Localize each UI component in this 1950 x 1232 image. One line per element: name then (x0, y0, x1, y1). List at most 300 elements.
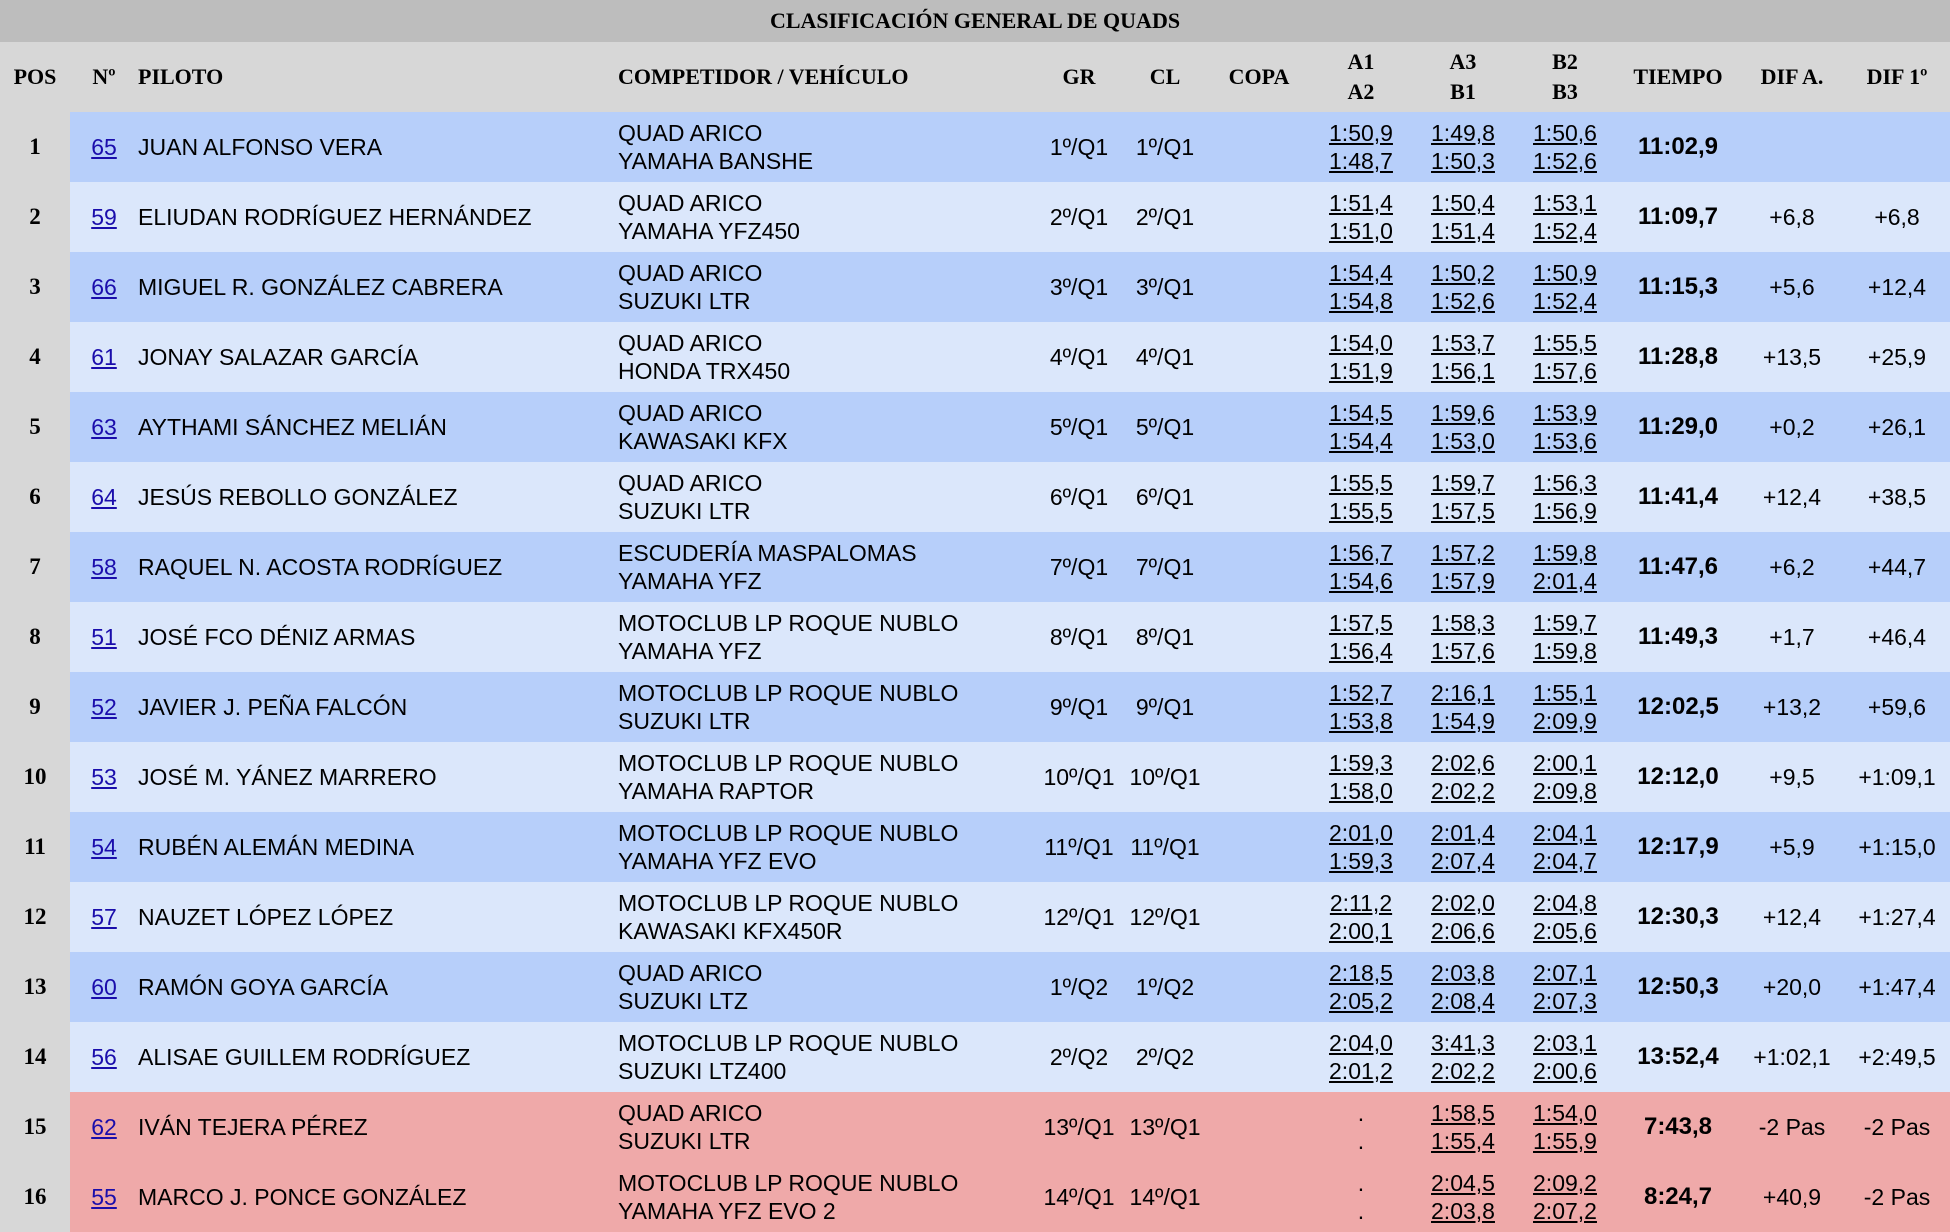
lap-time-b3[interactable]: 2:01,4 (1533, 568, 1597, 594)
lap-a1-a2-cell (1310, 882, 1412, 952)
lap-time-b1[interactable]: 1:51,4 (1431, 218, 1495, 244)
total-time: 7:43,8 (1616, 1092, 1740, 1162)
lap-time-b1[interactable]: 2:02,2 (1431, 778, 1495, 804)
position-cell: 14 (0, 1022, 70, 1092)
rider-number-link[interactable]: 63 (91, 413, 117, 440)
vehicle-name: KAWASAKI KFX (618, 428, 788, 454)
lap-a3-b1-cell (1412, 462, 1514, 532)
competitor-name: QUAD ARICO (618, 190, 763, 216)
header-cl: CL (1122, 42, 1208, 112)
lap-time-b3[interactable]: 2:04,7 (1533, 848, 1597, 874)
rider-name: JOSÉ M. YÁNEZ MARRERO (138, 742, 618, 812)
lap-time-a2[interactable]: 1:48,7 (1329, 148, 1393, 174)
vehicle-name: SUZUKI LTR (618, 498, 751, 524)
header-tiempo: TIEMPO (1616, 42, 1740, 112)
lap-time-a3[interactable]: 1:50,4 (1431, 190, 1495, 216)
lap-a1-a2-cell (1310, 532, 1412, 602)
header-dif-1: DIF 1º (1844, 42, 1950, 112)
competitor-name: QUAD ARICO (618, 260, 763, 286)
position-cell: 9 (0, 672, 70, 742)
lap-time-b2[interactable]: 2:04,8 (1533, 890, 1597, 916)
diff-previous: +1:02,1 (1740, 1022, 1844, 1092)
header-a1-a2 (1310, 42, 1412, 112)
vehicle-name: SUZUKI LTR (618, 288, 751, 314)
lap-time-a1[interactable]: 1:54,0 (1329, 330, 1393, 356)
lap-time-a3[interactable]: 2:04,5 (1431, 1170, 1495, 1196)
group-position: 8º/Q1 (1036, 602, 1122, 672)
position-cell: 2 (0, 182, 70, 252)
rider-number-link[interactable]: 59 (91, 203, 117, 230)
header-dif-a: DIF A. (1740, 42, 1844, 112)
rider-name: ELIUDAN RODRÍGUEZ HERNÁNDEZ (138, 182, 618, 252)
lap-time-a1[interactable]: 2:01,0 (1329, 820, 1393, 846)
table-row (0, 532, 1950, 602)
number-cell (70, 1022, 138, 1092)
rider-number-link[interactable]: 55 (91, 1183, 117, 1210)
lap-time-a2[interactable]: 1:55,5 (1329, 498, 1393, 524)
rider-name: AYTHAMI SÁNCHEZ MELIÁN (138, 392, 618, 462)
lap-a3-b1-cell (1412, 1022, 1514, 1092)
table-title: CLASIFICACIÓN GENERAL DE QUADS (0, 0, 1950, 42)
lap-a1-a2-cell (1310, 392, 1412, 462)
rider-number-link[interactable]: 52 (91, 693, 117, 720)
rider-number-link[interactable]: 57 (91, 903, 117, 930)
lap-time-a1[interactable]: 1:50,9 (1329, 120, 1393, 146)
class-position: 1º/Q2 (1122, 952, 1208, 1022)
vehicle-name: YAMAHA RAPTOR (618, 778, 814, 804)
lap-time-b3[interactable]: 2:07,2 (1533, 1198, 1597, 1224)
number-cell (70, 882, 138, 952)
class-position: 2º/Q2 (1122, 1022, 1208, 1092)
lap-a1-a2-cell (1310, 1092, 1412, 1162)
class-position: 6º/Q1 (1122, 462, 1208, 532)
header-b1: B1 (1450, 79, 1476, 104)
position-cell: 1 (0, 112, 70, 182)
rider-number-link[interactable]: 61 (91, 343, 117, 370)
lap-time-b1[interactable]: 1:55,4 (1431, 1128, 1495, 1154)
lap-a1-a2-cell (1310, 812, 1412, 882)
lap-time-a1[interactable]: 1:52,7 (1329, 680, 1393, 706)
total-time: 12:02,5 (1616, 672, 1740, 742)
lap-time-b3[interactable]: 2:00,6 (1533, 1058, 1597, 1084)
lap-time-b3[interactable]: 2:07,3 (1533, 988, 1597, 1014)
lap-time-a3[interactable]: 2:02,6 (1431, 750, 1495, 776)
total-time: 8:24,7 (1616, 1162, 1740, 1232)
class-position: 12º/Q1 (1122, 882, 1208, 952)
group-position: 2º/Q1 (1036, 182, 1122, 252)
lap-time-b2[interactable]: 1:56,3 (1533, 470, 1597, 496)
group-position: 14º/Q1 (1036, 1162, 1122, 1232)
lap-time-a2[interactable]: 1:54,8 (1329, 288, 1393, 314)
lap-time-a3[interactable]: 3:41,3 (1431, 1030, 1495, 1056)
table-body (0, 112, 1950, 1232)
diff-previous: +40,9 (1740, 1162, 1844, 1232)
lap-time-a1[interactable]: 1:55,5 (1329, 470, 1393, 496)
lap-time-b1[interactable]: 1:53,0 (1431, 428, 1495, 454)
table-row (0, 742, 1950, 812)
competitor-name: MOTOCLUB LP ROQUE NUBLO (618, 610, 959, 636)
header-gr: GR (1036, 42, 1122, 112)
competitor-vehicle-cell (618, 1092, 1036, 1162)
total-time: 11:02,9 (1616, 112, 1740, 182)
lap-time-b1[interactable]: 1:56,1 (1431, 358, 1495, 384)
rider-number-link[interactable]: 53 (91, 763, 117, 790)
diff-first: +12,4 (1844, 252, 1950, 322)
position-cell: 4 (0, 322, 70, 392)
lap-time-b2[interactable]: 2:09,2 (1533, 1170, 1597, 1196)
lap-time-b3[interactable]: 1:52,4 (1533, 218, 1597, 244)
total-time: 12:17,9 (1616, 812, 1740, 882)
number-cell (70, 112, 138, 182)
diff-first: +25,9 (1844, 322, 1950, 392)
group-position: 13º/Q1 (1036, 1092, 1122, 1162)
header-b2-b3 (1514, 42, 1616, 112)
lap-time-b2[interactable]: 1:54,0 (1533, 1100, 1597, 1126)
diff-first: +6,8 (1844, 182, 1950, 252)
competitor-vehicle-cell (618, 182, 1036, 252)
number-cell (70, 742, 138, 812)
table-row (0, 1092, 1950, 1162)
rider-number-link[interactable]: 58 (91, 553, 117, 580)
diff-previous: +1,7 (1740, 602, 1844, 672)
lap-time-a2[interactable]: 1:51,9 (1329, 358, 1393, 384)
class-position: 14º/Q1 (1122, 1162, 1208, 1232)
header-a2: A2 (1347, 79, 1375, 104)
vehicle-name: YAMAHA YFZ EVO 2 (618, 1198, 836, 1224)
lap-time-a3[interactable]: 1:49,8 (1431, 120, 1495, 146)
diff-previous: +9,5 (1740, 742, 1844, 812)
diff-previous (1740, 112, 1844, 182)
lap-b2-b3-cell (1514, 602, 1616, 672)
diff-previous: +5,9 (1740, 812, 1844, 882)
lap-time-b3[interactable]: 1:52,6 (1533, 148, 1597, 174)
total-time: 11:09,7 (1616, 182, 1740, 252)
vehicle-name: SUZUKI LTR (618, 708, 751, 734)
table-row (0, 882, 1950, 952)
diff-first: +46,4 (1844, 602, 1950, 672)
position-cell: 12 (0, 882, 70, 952)
competitor-name: MOTOCLUB LP ROQUE NUBLO (618, 820, 959, 846)
competitor-vehicle-cell (618, 952, 1036, 1022)
lap-time-a2[interactable]: 1:58,0 (1329, 778, 1393, 804)
lap-time-a2[interactable]: . (1357, 1128, 1365, 1154)
lap-time-b1[interactable]: 2:08,4 (1431, 988, 1495, 1014)
number-cell (70, 812, 138, 882)
total-time: 11:47,6 (1616, 532, 1740, 602)
lap-time-b3[interactable]: 1:56,9 (1533, 498, 1597, 524)
header-piloto: PILOTO (138, 42, 618, 112)
lap-time-a1[interactable]: 1:51,4 (1329, 190, 1393, 216)
vehicle-name: YAMAHA YFZ EVO (618, 848, 817, 874)
lap-time-b3[interactable]: 1:53,6 (1533, 428, 1597, 454)
number-cell (70, 672, 138, 742)
competitor-name: MOTOCLUB LP ROQUE NUBLO (618, 750, 959, 776)
lap-time-b1[interactable]: 2:07,4 (1431, 848, 1495, 874)
table-row (0, 602, 1950, 672)
lap-b2-b3-cell (1514, 462, 1616, 532)
rider-name: ALISAE GUILLEM RODRÍGUEZ (138, 1022, 618, 1092)
copa-cell (1208, 252, 1310, 322)
class-position: 2º/Q1 (1122, 182, 1208, 252)
lap-time-a1[interactable]: 1:59,3 (1329, 750, 1393, 776)
lap-b2-b3-cell (1514, 1092, 1616, 1162)
total-time: 11:49,3 (1616, 602, 1740, 672)
rider-number-link[interactable]: 54 (91, 833, 117, 860)
lap-time-a3[interactable]: 2:02,0 (1431, 890, 1495, 916)
rider-name: RAQUEL N. ACOSTA RODRÍGUEZ (138, 532, 618, 602)
rider-number-link[interactable]: 66 (91, 273, 117, 300)
lap-time-b3[interactable]: 2:09,8 (1533, 778, 1597, 804)
table-row (0, 322, 1950, 392)
position-cell: 8 (0, 602, 70, 672)
diff-previous: +0,2 (1740, 392, 1844, 462)
lap-b2-b3-cell (1514, 1162, 1616, 1232)
lap-time-a1[interactable]: . (1357, 1100, 1365, 1126)
position-cell: 3 (0, 252, 70, 322)
total-time: 11:15,3 (1616, 252, 1740, 322)
copa-cell (1208, 812, 1310, 882)
lap-time-a1[interactable]: 2:04,0 (1329, 1030, 1393, 1056)
diff-first: -2 Pas (1844, 1092, 1950, 1162)
competitor-name: QUAD ARICO (618, 470, 763, 496)
lap-a1-a2-cell (1310, 462, 1412, 532)
lap-time-a1[interactable]: . (1357, 1170, 1365, 1196)
lap-time-b3[interactable]: 1:57,6 (1533, 358, 1597, 384)
copa-cell (1208, 1022, 1310, 1092)
lap-time-a2[interactable]: 2:01,2 (1329, 1058, 1393, 1084)
lap-time-a2[interactable]: 2:05,2 (1329, 988, 1393, 1014)
lap-time-a3[interactable]: 1:58,3 (1431, 610, 1495, 636)
lap-time-a2[interactable]: 1:54,6 (1329, 568, 1393, 594)
copa-cell (1208, 112, 1310, 182)
lap-time-a2[interactable]: 1:53,8 (1329, 708, 1393, 734)
lap-time-a3[interactable]: 1:59,7 (1431, 470, 1495, 496)
diff-first: -2 Pas (1844, 1162, 1950, 1232)
lap-time-a1[interactable]: 2:11,2 (1329, 890, 1393, 916)
lap-time-a2[interactable]: 1:59,3 (1329, 848, 1393, 874)
lap-time-b1[interactable]: 1:52,6 (1431, 288, 1495, 314)
lap-time-b3[interactable]: 1:59,8 (1533, 638, 1597, 664)
header-pos: POS (0, 42, 70, 112)
lap-a1-a2-cell (1310, 672, 1412, 742)
class-position: 11º/Q1 (1122, 812, 1208, 882)
lap-a3-b1-cell (1412, 1162, 1514, 1232)
lap-b2-b3-cell (1514, 1022, 1616, 1092)
lap-time-a2[interactable]: 2:00,1 (1329, 918, 1393, 944)
diff-first: +59,6 (1844, 672, 1950, 742)
lap-time-b1[interactable]: 2:02,2 (1431, 1058, 1495, 1084)
lap-time-a2[interactable]: 1:54,4 (1329, 428, 1393, 454)
header-a3: A3 (1449, 49, 1477, 74)
lap-time-a2[interactable]: . (1357, 1198, 1365, 1224)
position-cell: 6 (0, 462, 70, 532)
lap-a1-a2-cell (1310, 602, 1412, 672)
lap-time-b2[interactable]: 1:55,1 (1533, 680, 1597, 706)
lap-a3-b1-cell (1412, 882, 1514, 952)
lap-time-b2[interactable]: 1:53,1 (1533, 190, 1597, 216)
lap-time-a3[interactable]: 1:53,7 (1431, 330, 1495, 356)
lap-time-b2[interactable]: 1:55,5 (1533, 330, 1597, 356)
table-row (0, 812, 1950, 882)
rider-name: MARCO J. PONCE GONZÁLEZ (138, 1162, 618, 1232)
number-cell (70, 1092, 138, 1162)
group-position: 12º/Q1 (1036, 882, 1122, 952)
rider-number-link[interactable]: 65 (91, 133, 117, 160)
total-time: 12:30,3 (1616, 882, 1740, 952)
rider-name: MIGUEL R. GONZÁLEZ CABRERA (138, 252, 618, 322)
class-position: 8º/Q1 (1122, 602, 1208, 672)
group-position: 1º/Q2 (1036, 952, 1122, 1022)
copa-cell (1208, 602, 1310, 672)
rider-number-link[interactable]: 56 (91, 1043, 117, 1070)
lap-b2-b3-cell (1514, 672, 1616, 742)
lap-time-b2[interactable]: 1:53,9 (1533, 400, 1597, 426)
table-row (0, 462, 1950, 532)
diff-first: +1:09,1 (1844, 742, 1950, 812)
header-b2: B2 (1552, 49, 1578, 74)
copa-cell (1208, 532, 1310, 602)
number-cell (70, 392, 138, 462)
lap-time-b1[interactable]: 1:57,9 (1431, 568, 1495, 594)
lap-time-a3[interactable]: 1:58,5 (1431, 1100, 1495, 1126)
lap-time-a2[interactable]: 1:51,0 (1329, 218, 1393, 244)
group-position: 5º/Q1 (1036, 392, 1122, 462)
lap-a3-b1-cell (1412, 392, 1514, 462)
lap-time-b2[interactable]: 2:04,1 (1533, 820, 1597, 846)
table-header-row (0, 42, 1950, 112)
vehicle-name: SUZUKI LTZ (618, 988, 748, 1014)
header-number: Nº (70, 42, 138, 112)
lap-time-a3[interactable]: 1:50,2 (1431, 260, 1495, 286)
lap-b2-b3-cell (1514, 882, 1616, 952)
group-position: 11º/Q1 (1036, 812, 1122, 882)
lap-time-a1[interactable]: 1:54,4 (1329, 260, 1393, 286)
rider-name: JONAY SALAZAR GARCÍA (138, 322, 618, 392)
lap-time-a3[interactable]: 1:59,6 (1431, 400, 1495, 426)
group-position: 4º/Q1 (1036, 322, 1122, 392)
rider-number-link[interactable]: 62 (91, 1113, 117, 1140)
class-position: 4º/Q1 (1122, 322, 1208, 392)
class-position: 9º/Q1 (1122, 672, 1208, 742)
lap-a3-b1-cell (1412, 112, 1514, 182)
lap-time-a1[interactable]: 1:57,5 (1329, 610, 1393, 636)
lap-b2-b3-cell (1514, 182, 1616, 252)
lap-b2-b3-cell (1514, 392, 1616, 462)
lap-time-b2[interactable]: 1:59,8 (1533, 540, 1597, 566)
lap-a1-a2-cell (1310, 742, 1412, 812)
position-cell: 15 (0, 1092, 70, 1162)
number-cell (70, 1162, 138, 1232)
lap-time-b1[interactable]: 1:50,3 (1431, 148, 1495, 174)
lap-time-b3[interactable]: 2:05,6 (1533, 918, 1597, 944)
lap-time-b1[interactable]: 2:06,6 (1431, 918, 1495, 944)
table-row (0, 1022, 1950, 1092)
lap-time-b3[interactable]: 2:09,9 (1533, 708, 1597, 734)
total-time: 13:52,4 (1616, 1022, 1740, 1092)
header-b3: B3 (1552, 79, 1578, 104)
position-cell: 16 (0, 1162, 70, 1232)
lap-a3-b1-cell (1412, 742, 1514, 812)
table-row (0, 252, 1950, 322)
lap-time-a1[interactable]: 1:54,5 (1329, 400, 1393, 426)
lap-a3-b1-cell (1412, 252, 1514, 322)
lap-time-a2[interactable]: 1:56,4 (1329, 638, 1393, 664)
class-position: 3º/Q1 (1122, 252, 1208, 322)
position-cell: 7 (0, 532, 70, 602)
copa-cell (1208, 322, 1310, 392)
lap-time-a3[interactable]: 2:16,1 (1431, 680, 1495, 706)
competitor-name: MOTOCLUB LP ROQUE NUBLO (618, 1030, 959, 1056)
class-position: 1º/Q1 (1122, 112, 1208, 182)
competitor-name: QUAD ARICO (618, 1100, 763, 1126)
competitor-vehicle-cell (618, 742, 1036, 812)
lap-a3-b1-cell (1412, 182, 1514, 252)
lap-time-b1[interactable]: 2:03,8 (1431, 1198, 1495, 1224)
diff-first: +44,7 (1844, 532, 1950, 602)
lap-time-b3[interactable]: 1:52,4 (1533, 288, 1597, 314)
vehicle-name: SUZUKI LTZ400 (618, 1058, 787, 1084)
lap-time-b2[interactable]: 1:50,6 (1533, 120, 1597, 146)
rider-name: JUAN ALFONSO VERA (138, 112, 618, 182)
lap-a1-a2-cell (1310, 182, 1412, 252)
copa-cell (1208, 1162, 1310, 1232)
lap-time-a3[interactable]: 2:03,8 (1431, 960, 1495, 986)
lap-time-b1[interactable]: 1:54,9 (1431, 708, 1495, 734)
group-position: 3º/Q1 (1036, 252, 1122, 322)
lap-time-a3[interactable]: 1:57,2 (1431, 540, 1495, 566)
position-cell: 5 (0, 392, 70, 462)
lap-time-b1[interactable]: 1:57,5 (1431, 498, 1495, 524)
lap-time-b1[interactable]: 1:57,6 (1431, 638, 1495, 664)
competitor-vehicle-cell (618, 462, 1036, 532)
group-position: 7º/Q1 (1036, 532, 1122, 602)
competitor-vehicle-cell (618, 602, 1036, 672)
rider-number-link[interactable]: 51 (91, 623, 117, 650)
copa-cell (1208, 392, 1310, 462)
lap-time-b2[interactable]: 2:00,1 (1533, 750, 1597, 776)
diff-previous: -2 Pas (1740, 1092, 1844, 1162)
lap-time-a3[interactable]: 2:01,4 (1431, 820, 1495, 846)
lap-time-b2[interactable]: 1:59,7 (1533, 610, 1597, 636)
rider-number-link[interactable]: 60 (91, 973, 117, 1000)
rider-number-link[interactable]: 64 (91, 483, 117, 510)
class-position: 7º/Q1 (1122, 532, 1208, 602)
group-position: 9º/Q1 (1036, 672, 1122, 742)
total-time: 11:41,4 (1616, 462, 1740, 532)
lap-b2-b3-cell (1514, 742, 1616, 812)
position-cell: 10 (0, 742, 70, 812)
lap-time-b2[interactable]: 2:03,1 (1533, 1030, 1597, 1056)
lap-time-a1[interactable]: 1:56,7 (1329, 540, 1393, 566)
table-row (0, 672, 1950, 742)
diff-first: +2:49,5 (1844, 1022, 1950, 1092)
lap-b2-b3-cell (1514, 812, 1616, 882)
vehicle-name: YAMAHA YFZ (618, 638, 762, 664)
diff-first: +1:15,0 (1844, 812, 1950, 882)
vehicle-name: HONDA TRX450 (618, 358, 791, 384)
diff-previous: +12,4 (1740, 882, 1844, 952)
vehicle-name: SUZUKI LTR (618, 1128, 751, 1154)
lap-time-b3[interactable]: 1:55,9 (1533, 1128, 1597, 1154)
competitor-name: MOTOCLUB LP ROQUE NUBLO (618, 1170, 959, 1196)
lap-time-b2[interactable]: 2:07,1 (1533, 960, 1597, 986)
table-caption-row (0, 0, 1950, 42)
lap-time-a1[interactable]: 2:18,5 (1329, 960, 1393, 986)
number-cell (70, 532, 138, 602)
diff-first (1844, 112, 1950, 182)
copa-cell (1208, 182, 1310, 252)
lap-time-b2[interactable]: 1:50,9 (1533, 260, 1597, 286)
